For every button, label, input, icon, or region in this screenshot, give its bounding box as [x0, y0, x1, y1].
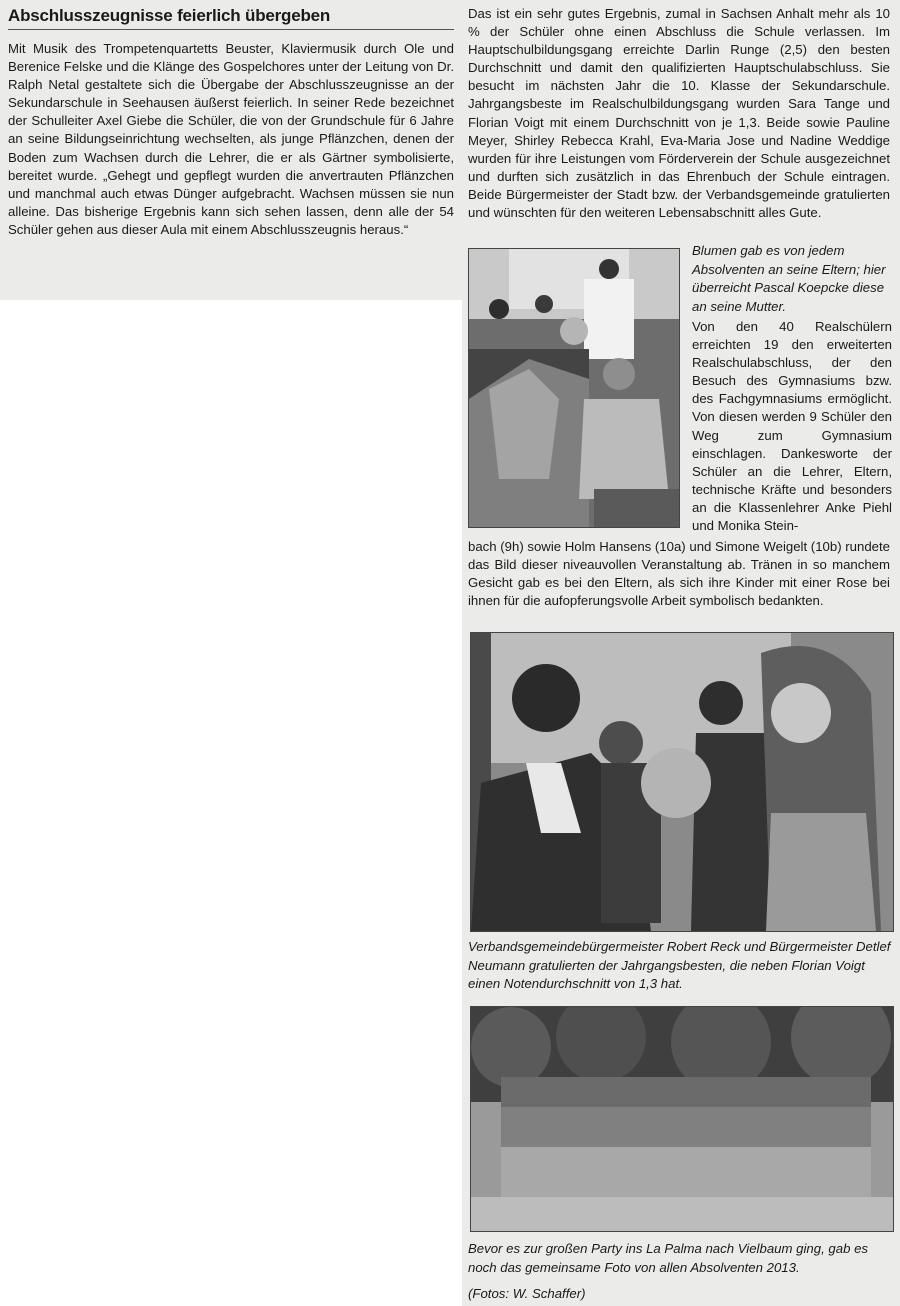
photo-credit: (Fotos: W. Schaffer) [468, 1286, 586, 1301]
photo-group-graduates [470, 1006, 894, 1232]
photo3-caption: Bevor es zur großen Party ins La Palma nach Vielbaum ging, gab es noch das gemeinsame Foto von allen Absolventen 2013. [468, 1241, 868, 1275]
article-body-right-column: Von den 40 Realschülern erreichten 19 den erweiterten Realschulabschluss, der den Besuch des Gymnasiums bzw. des Fachgymnasiums ermöglicht. Von diesen werden 9 Schüler den Weg zum Gymnasium einschlagen. Dankesworte der Schüler an die Lehrer, Eltern, technische Kräfte und besonders an die Klassenlehrer Anke Piehl und Monika Stein- [692, 319, 892, 534]
article-body-right-continuation: bach (9h) sowie Holm Hansens (10a) und Simone Weigelt (10b) rundete das Bild dieser niveauvollen Veranstaltung ab. Tränen in so manchem Gesicht gab es bei den Eltern, als sich ihre Kinder mit einer Rose bei ihnen für die aufopferungsvolle Arbeit symbolisch bedankten. [468, 539, 890, 609]
article-body-right-top: Das ist ein sehr gutes Ergebnis, zumal in Sachsen Anhalt mehr als 10 % der Schüler ohne einen Abschluss die Schule verlassen. Im Hauptschulbildungsgang erreichte Darlin Runge (2,5) den besten Durchschnitt und damit den qualifizierten Hauptschulabschluss. Sie besucht im nächsten Jahr die 10. Klasse der Sekundarschule. Jahrgangsbeste im Realschulbildungsgang wurden Sara Tange und Florian Voigt mit einem Durchschnitt von je 1,3. Beide sowie Pauline Meyer, Shirley Rebecca Krahl, Eva-Maria Jose und Nadine Weddige wurden für ihre Leistungen vom Förderverein der Schule ausgezeichnet und durften sich zusätzlich in das Ehrenbuch der Schule eintragen. Beide Bürgermeister der Stadt bzw. der Verbandsgemeinde gratulierten und wünschten für den weiteren Lebensabschnitt alles Gute. [468, 6, 890, 221]
photo-flower-handover [468, 248, 680, 528]
article-headline: Abschlusszeugnisse feierlich übergeben [8, 6, 454, 30]
photo1-caption: Blumen gab es von jedem Absolventen an seine Eltern; hier überreicht Pascal Koepcke diese an seine Mutter. [692, 243, 886, 314]
photo-mayors-congratulating [470, 632, 894, 932]
article-body-left: Mit Musik des Trompetenquartetts Beuster, Klaviermusik durch Ole und Berenice Felske und die Klänge des Gospelchores unter der Leitung von Dr. Ralph Netal gestaltete sich die Übergabe der Abschlusszeugnisse an der Sekundarschule in Seehausen äußerst feierlich. In seiner Rede bezeichnet der Schulleiter Axel Giebe die Schüler, die von der Grundschule für 6 Jahre an seine Bildungseinrichtung wechselten, als junge Pflänzchen, denen der Boden zum Wachsen durch die Lehrer, die er als Gärtner symbolisierte, bereitet wurde. „Gehegt und gepflegt wurden die anvertrauten Pflänzchen und manchmal auch etwas Dünger aufgebracht. Wachsen müssen sie nun alleine. Das bisherige Ergebnis kann sich sehen lassen, denn alle der 54 Schüler gehen aus dieser Aula mit einem Abschlusszeugnis heraus.“ [8, 41, 454, 237]
photo2-caption: Verbandsgemeindebürgermeister Robert Reck und Bürgermeister Detlef Neumann gratulierten der Jahrgangsbesten, die neben Florian Voigt einen Notendurchschnitt von 1,3 hat. [468, 939, 891, 991]
